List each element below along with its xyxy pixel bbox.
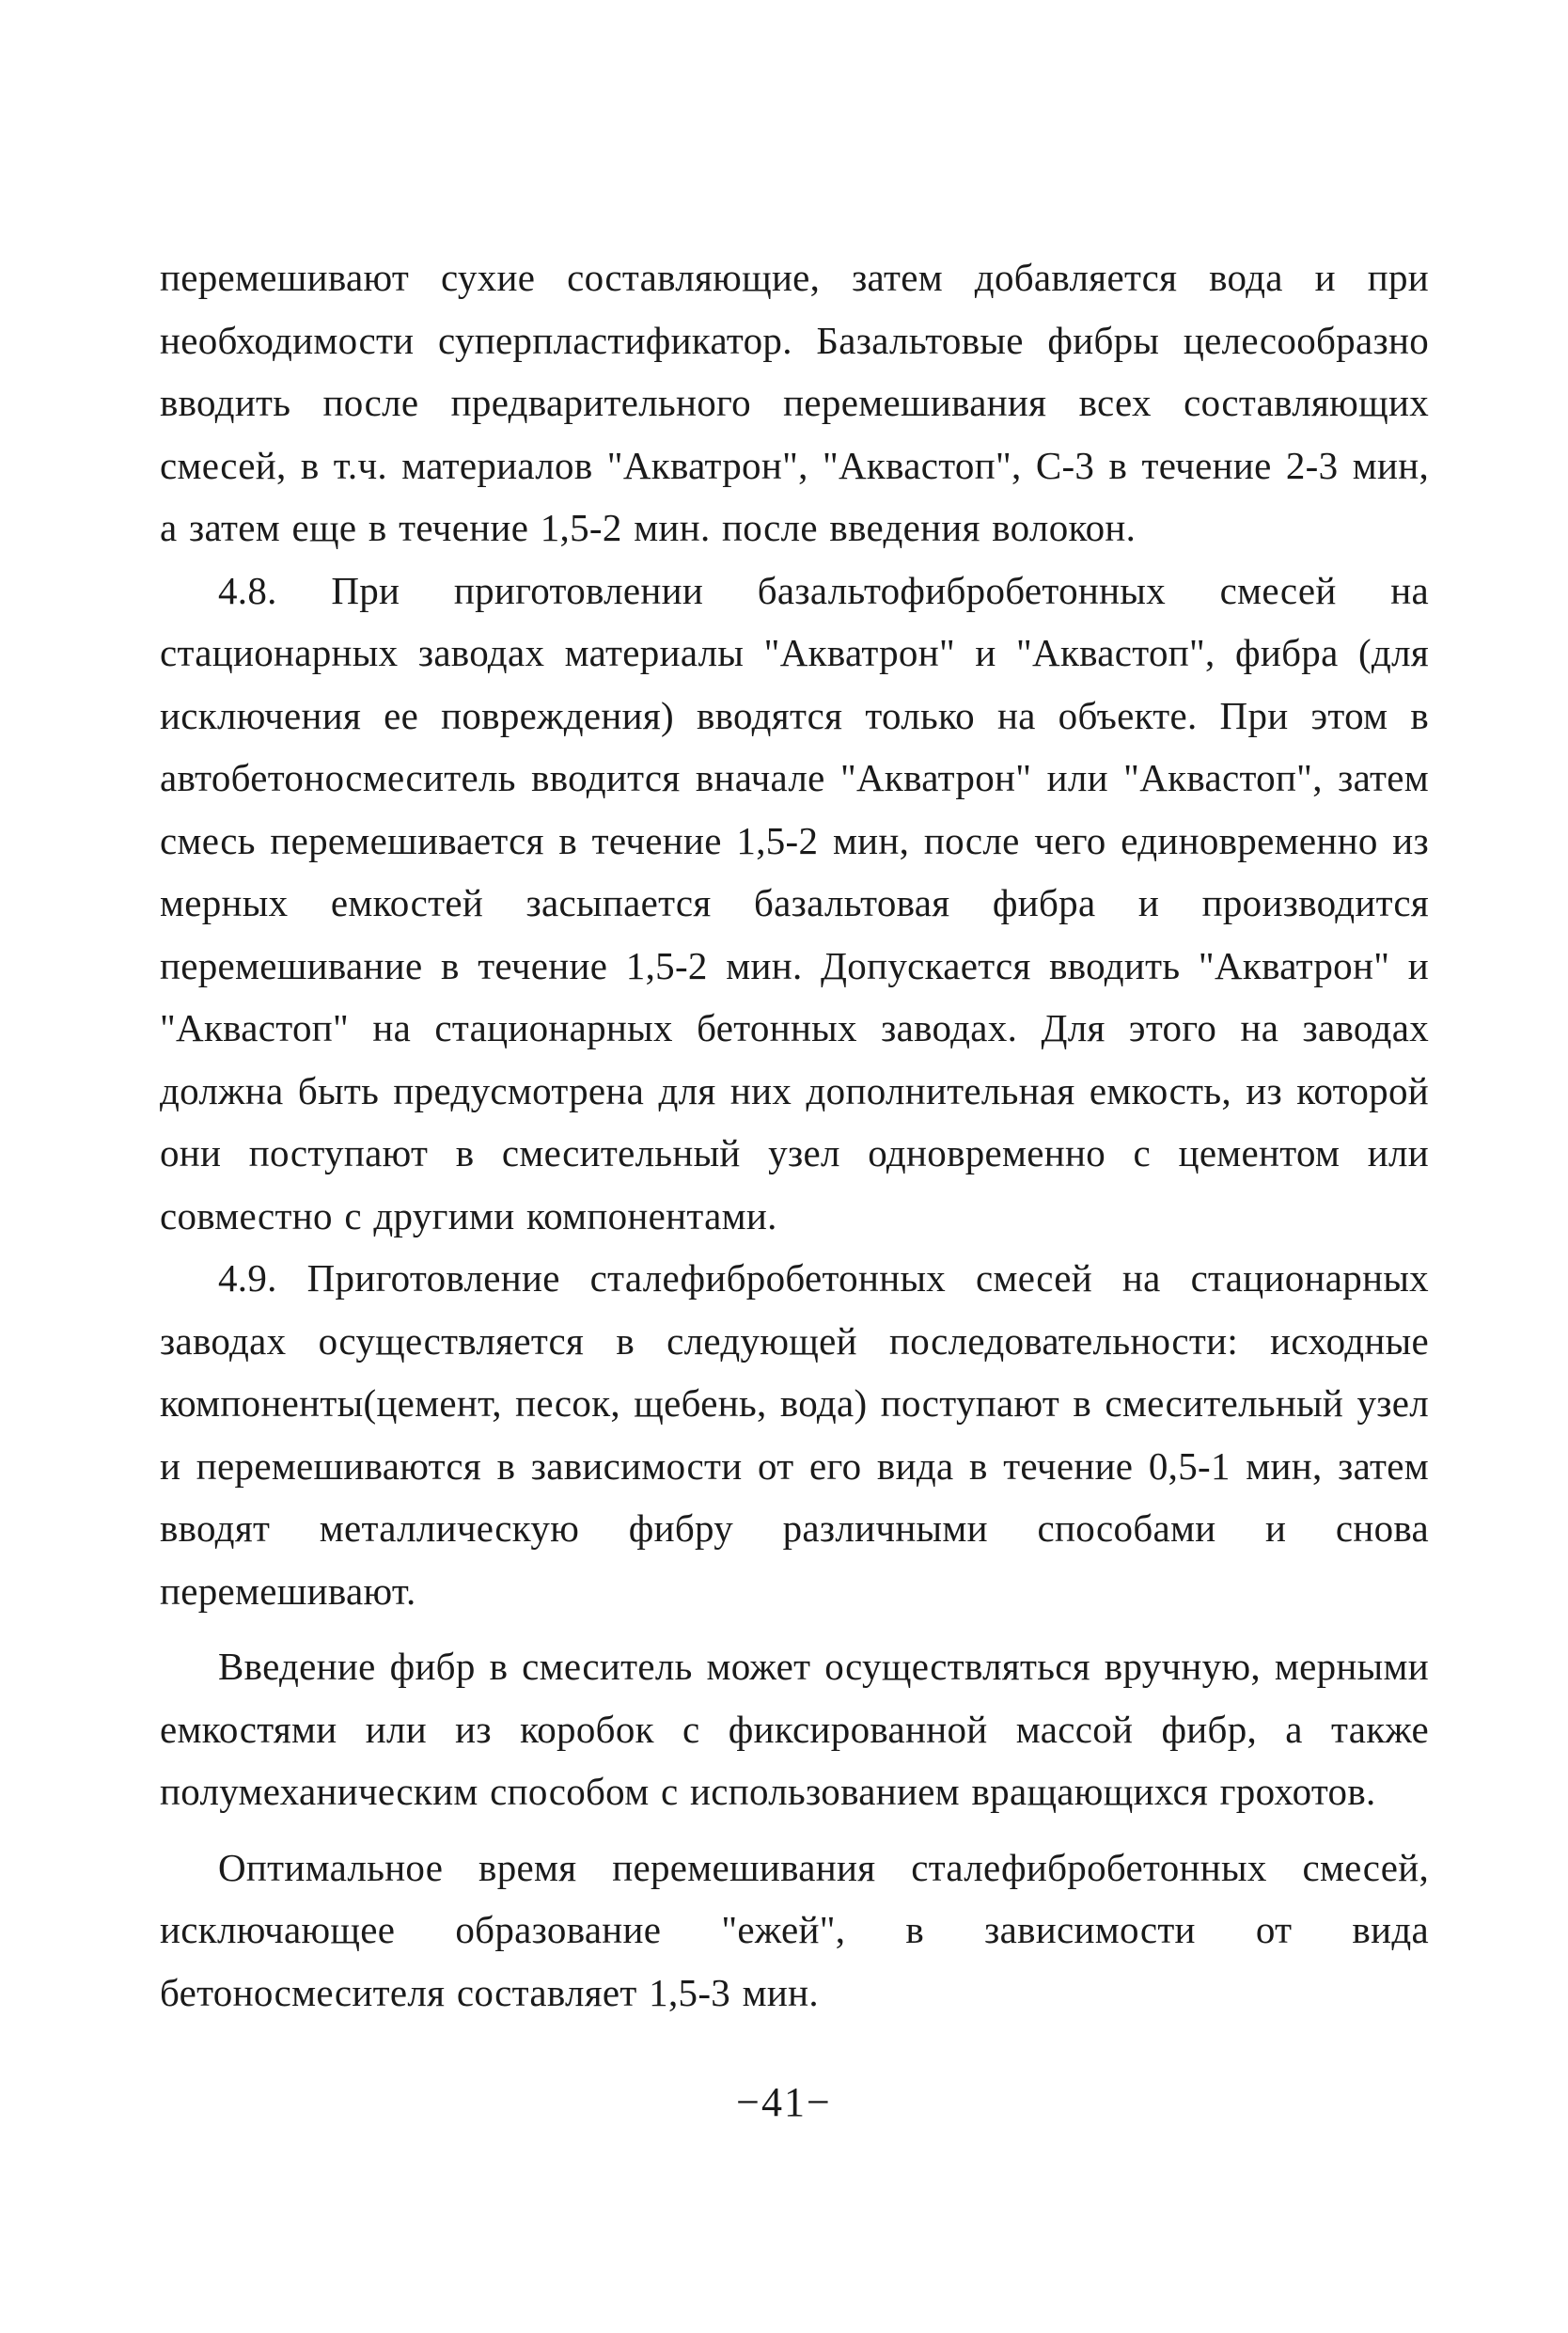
paragraph-continuation: перемешивают сухие составляющие, затем добавляется вода и при необходимости суперпластификатор. Базальтовые фибры целесообразно вводить после предварительного перемешивания всех составляющих смесей, в т.ч. материалов "Акватрон", "Аквастоп", С-3 в течение 2-3 мин, а затем еще в течение 1,5-2 мин. после введения волокон. [160,256,1429,549]
page-number: −41− [736,2079,832,2125]
body-text [160,246,1429,2024]
paragraph-mixing-time: Оптимальное время перемешивания сталефибробетонных смесей, исключающее образование "ежей", в зависимости от вида бетоносмесителя составляет 1,5-3 мин. [160,1845,1429,2014]
paragraph-4-8: 4.8. При приготовлении базальтофибробетонных смесей на стационарных заводах материалы "Акватрон" и "Аквастоп", фибра (для исключения ее повреждения) вводятся только на объекте. При этом в автобетоносмеситель вводится вначале "Акватрон" или "Аквастоп", затем смесь перемешивается в течение 1,5-2 мин, после чего единовременно из мерных емкостей засыпается базальтовая фибра и производится перемешивание в течение 1,5-2 мин. Допускается вводить "Акватрон" и "Аквастоп" на стационарных бетонных заводах. Для этого на заводах должна быть предусмотрена для них дополнительная емкость, из которой они поступают в смесительный узел одновременно с цементом или совместно с другими компонентами. [160,568,1429,1237]
paragraph-fiber-introduction: Введение фибр в смеситель может осуществляться вручную, мерными емкостями или из коробок с фиксированной массой фибр, а также полумеханическим способом с использованием вращающихся грохотов. [160,1645,1429,1813]
paragraph-4-9: 4.9. Приготовление сталефибробетонных смесей на стационарных заводах осуществляется в следующей последовательности: исходные компоненты(цемент, песок, щебень, вода) поступают в смесительный узел и перемешиваются в зависимости от его вида в течение 0,5-1 мин, затем вводят металлическую фибру различными способами и снова перемешивают. [160,1256,1429,1613]
